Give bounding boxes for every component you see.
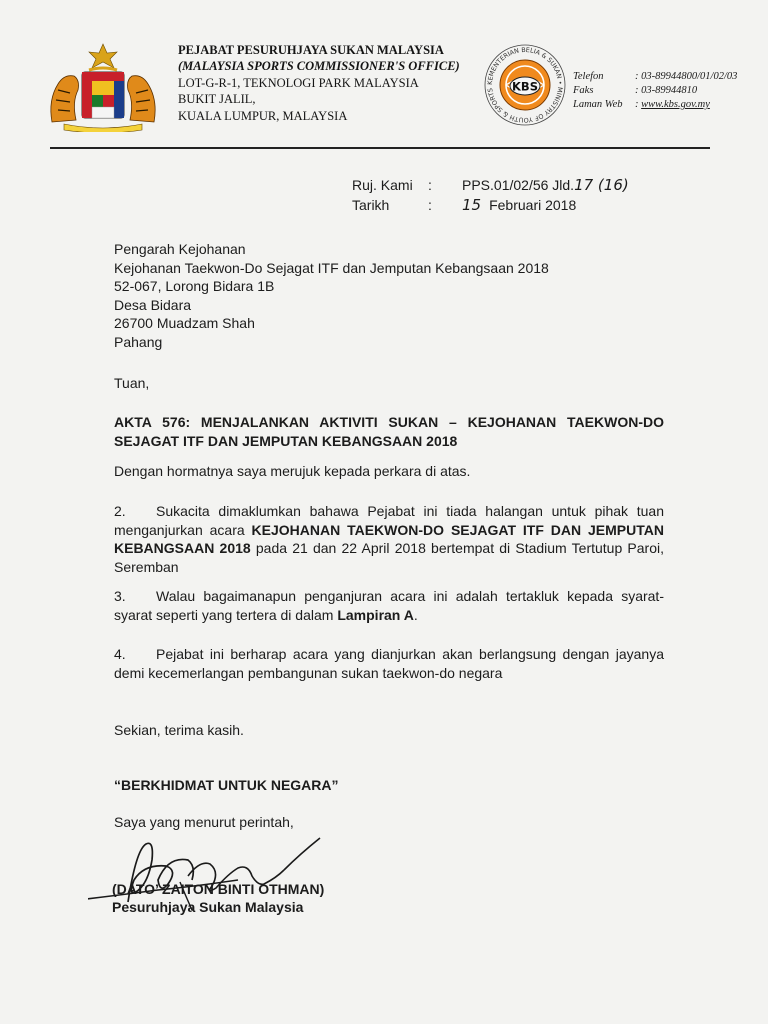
recipient-line-5: 26700 Muadzam Shah	[114, 315, 255, 332]
office-address-line-1: LOT-G-R-1, TEKNOLOGI PARK MALAYSIA	[178, 75, 419, 90]
recipient-line-6: Pahang	[114, 333, 163, 350]
reference-row	[352, 175, 629, 195]
contact-faks-row	[573, 84, 765, 98]
signatory-name: (DATO’ ZAITON BINTI OTHMAN)	[112, 881, 325, 897]
paragraph-3: 3. Walau bagaimanapun penganjuran acara ini adalah tertakluk kepada syarat-syarat seperti yang tertera di dalam Lampiran A.	[114, 588, 664, 623]
contact-web-row	[573, 98, 765, 112]
contact-telefon-row	[573, 70, 765, 84]
subject-line: AKTA 576: MENJALANKAN AKTIVITI SUKAN – KEJOHANAN TAEKWON-DO SEJAGAT ITF DAN JEMPUTAN KEBANGSAAN 2018	[114, 414, 664, 449]
recipient-address	[114, 240, 549, 352]
recipient-line-2: Kejohanan Taekwon-Do Sejagat ITF dan Jemputan Kebangsaan 2018	[114, 259, 549, 276]
date-colon: :	[428, 197, 432, 213]
salutation: Tuan,	[114, 375, 150, 391]
paragraph-4-number: 4.	[114, 646, 126, 662]
reference-handwritten-number: 17 (16)	[574, 176, 629, 194]
date-handwritten-day: 15	[462, 196, 482, 214]
event-name: KEJOHANAN TAEKWON-DO SEJAGAT ITF DAN JEMPUTAN KEBANGSAAN 2018	[114, 521, 664, 557]
reference-block	[352, 175, 629, 215]
paragraph-2: 2. Sukacita dimaklumkan bahawa Pejabat ini tiada halangan untuk pihak tuan menganjurkan acara KEJOHANAN TAEKWON-DO SEJAGAT ITF DAN JEMPUTAN KEBANGSAAN 2018 pada 21 dan 22 April 2018 bertempat di Stadium Tertutup Paroi, Seremban	[114, 503, 665, 575]
paragraph-2-number: 2.	[114, 503, 126, 519]
recipient-line-1: Pengarah Kejohanan	[114, 241, 246, 257]
paragraph-3-number: 3.	[114, 588, 126, 604]
coat-of-arms-logo	[44, 40, 162, 132]
by-order: Saya yang menurut perintah,	[114, 814, 294, 830]
office-name: PEJABAT PESURUHJAYA SUKAN MALAYSIA	[178, 43, 444, 57]
date-label: Tarikh	[352, 197, 390, 213]
kbs-logo-abbr: KBS	[512, 79, 538, 94]
intro-paragraph: Dengan hormatnya saya merujuk kepada perkara di atas.	[114, 463, 471, 479]
contact-faks-value: : 03-89944810	[635, 85, 698, 96]
reference-colon: :	[428, 177, 432, 193]
website-link[interactable]: www.kbs.gov.my	[641, 99, 710, 110]
signatory-block	[112, 880, 324, 916]
contact-web-prefix: :	[635, 99, 642, 110]
kbs-ministry-logo	[482, 42, 568, 128]
contact-telefon-label: Telefon	[573, 71, 604, 82]
closing: Sekian, terima kasih.	[114, 722, 244, 738]
contact-faks-label: Faks	[573, 85, 594, 96]
contact-info	[573, 70, 765, 112]
date-row	[352, 195, 629, 215]
office-address-line-3: KUALA LUMPUR, MALAYSIA	[178, 108, 348, 123]
contact-web-label: Laman Web	[573, 99, 623, 110]
attachment-reference: Lampiran A	[337, 606, 414, 623]
motto: “BERKHIDMAT UNTUK NEGARA”	[114, 777, 339, 793]
office-name-english: (MALAYSIA SPORTS COMMISSIONER'S OFFICE)	[178, 59, 460, 74]
kbs-logo-ring-text: KEMENTERIAN BELIA & SUKAN • MINISTRY OF YOUTH & SPORTS	[485, 45, 565, 125]
paragraph-4: 4. Pejabat ini berharap acara yang dianjurkan akan berlangsung dengan jayanya demi kecemerlangan pembangunan sukan taekwon-do negara	[114, 646, 664, 681]
reference-label: Ruj. Kami	[352, 177, 413, 193]
letterhead-divider	[50, 147, 710, 149]
recipient-line-4: Desa Bidara	[114, 296, 192, 313]
contact-telefon-value: : 03-89944800/01/02/03	[635, 71, 738, 82]
date-value: Februari 2018	[489, 197, 577, 213]
reference-number: PPS.01/02/56 Jld.	[462, 177, 575, 193]
recipient-line-3: 52-067, Lorong Bidara 1B	[114, 278, 275, 295]
office-address-block	[178, 42, 478, 124]
signatory-title: Pesuruhjaya Sukan Malaysia	[112, 899, 304, 915]
office-address-line-2: BUKIT JALIL,	[178, 92, 256, 107]
